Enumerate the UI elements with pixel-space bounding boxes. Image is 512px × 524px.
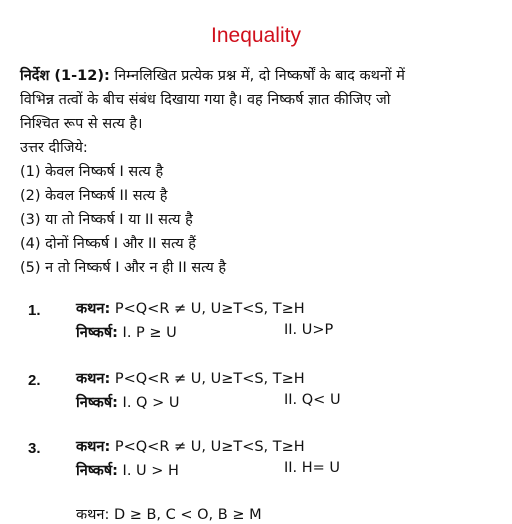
statement-text: P<Q<R ≠ U, U≥T<S, T≥H: [110, 371, 305, 387]
cutoff-statement-line: कथन: D ≥ B, C < O, B ≥ M: [76, 507, 262, 523]
statement-label: कथन:: [76, 371, 111, 387]
conclusion-label: निष्कर्ष:: [76, 463, 118, 479]
question-item: [0, 368, 512, 424]
instructions-line-4: उत्तर दीजिये:: [20, 140, 88, 156]
conclusion-2: II. Q< U: [284, 392, 341, 408]
conclusion-2: II. H= U: [284, 460, 341, 476]
question-item: [0, 298, 512, 354]
instructions-heading: निर्देश (1-12):: [20, 68, 110, 84]
question-statement: [76, 368, 305, 388]
statement-label: कथन:: [76, 301, 111, 317]
question-statement: [76, 436, 305, 456]
instructions-line-1-text: निम्नलिखित प्रत्येक प्रश्न में, दो निष्कर्षों के बाद कथनों में: [109, 68, 405, 84]
question-item: [0, 436, 512, 492]
instructions-line-1: [20, 64, 500, 88]
conclusion-label: निष्कर्ष:: [76, 395, 118, 411]
conclusion-2: II. U>P: [284, 322, 334, 338]
statement-text: P<Q<R ≠ U, U≥T<S, T≥H: [110, 301, 305, 317]
conclusion-1-text: I. U > H: [117, 463, 179, 479]
question-statement: [76, 298, 305, 318]
answer-option: (1) केवल निष्कर्ष I सत्य है: [20, 164, 164, 180]
question-number: 2.: [28, 372, 41, 389]
conclusion-1-text: I. P ≥ U: [117, 325, 177, 341]
question-number: 1.: [28, 302, 41, 319]
instructions-block: [20, 64, 500, 280]
conclusion-1-text: I. Q > U: [117, 395, 180, 411]
answer-option: (4) दोनों निष्कर्ष I और II सत्य हैं: [20, 236, 196, 252]
page-title: Inequality: [211, 24, 301, 47]
statement-text: P<Q<R ≠ U, U≥T<S, T≥H: [110, 439, 305, 455]
instructions-line-2: विभिन्न तत्वों के बीच संबंध दिखाया गया है। वह निष्कर्ष ज्ञात कीजिए जो: [20, 92, 391, 108]
answer-option: (3) या तो निष्कर्ष I या II सत्य है: [20, 212, 193, 228]
instructions-line-3: निश्चित रूप से सत्य है।: [20, 116, 143, 132]
question-number: 3.: [28, 440, 41, 457]
conclusion-1: [76, 392, 179, 412]
answer-option: (5) न तो निष्कर्ष I और न ही II सत्य है: [20, 260, 227, 276]
answer-option: (2) केवल निष्कर्ष II सत्य है: [20, 188, 168, 204]
conclusion-1: [76, 460, 179, 480]
conclusion-label: निष्कर्ष:: [76, 325, 118, 341]
statement-label: कथन:: [76, 439, 111, 455]
conclusion-1: [76, 322, 177, 342]
